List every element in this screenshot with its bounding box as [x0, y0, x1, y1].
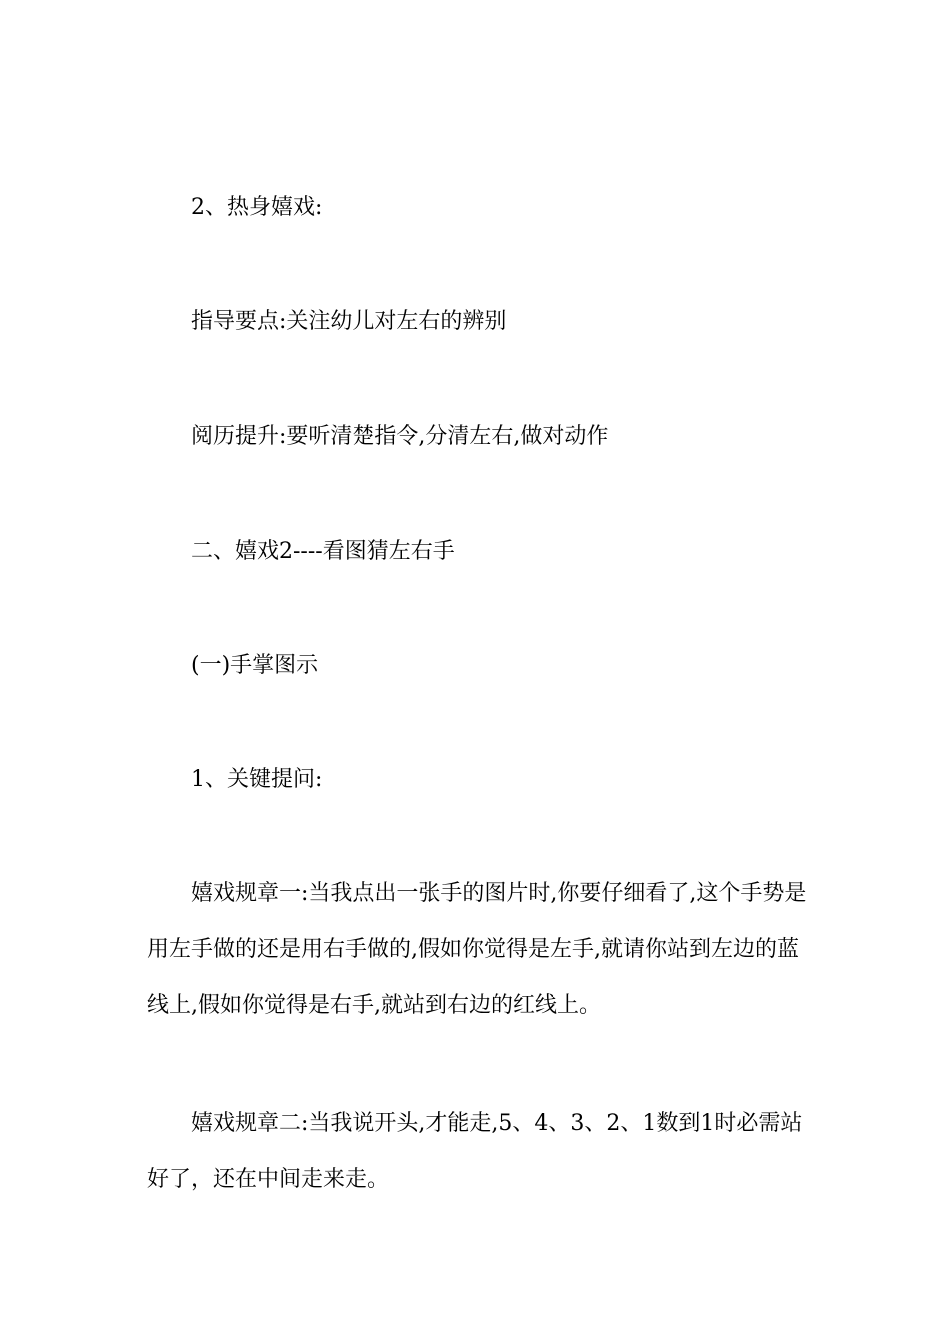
paragraph-warmup-game: 2、热身嬉戏: [191, 195, 323, 220]
paragraph-key-questions: 1、关键提问: [191, 767, 323, 792]
paragraph-guidance-points: 指导要点:关注幼儿对左右的辨别 [191, 309, 507, 334]
paragraph-palm-diagram: (一)手掌图示 [191, 653, 319, 678]
paragraph-game-2-title: 二、嬉戏2----看图猜左右手 [191, 539, 455, 564]
paragraph-experience-improvement: 阅历提升:要听清楚指令,分清左右,做对动作 [191, 424, 609, 449]
paragraph-game-rule-two: 嬉戏规章二:当我说开头,才能走,5、4、3、2、1数到1时必需站好了，还在中间走来走。 [147, 1111, 803, 1192]
paragraph-game-rule-one: 嬉戏规章一:当我点出一张手的图片时,你要仔细看了,这个手势是用左手做的还是用右手做的,假如你觉得是左手,就请你站到左边的蓝线上,假如你觉得是右手,就站到右边的红线上。 [147, 881, 807, 1018]
